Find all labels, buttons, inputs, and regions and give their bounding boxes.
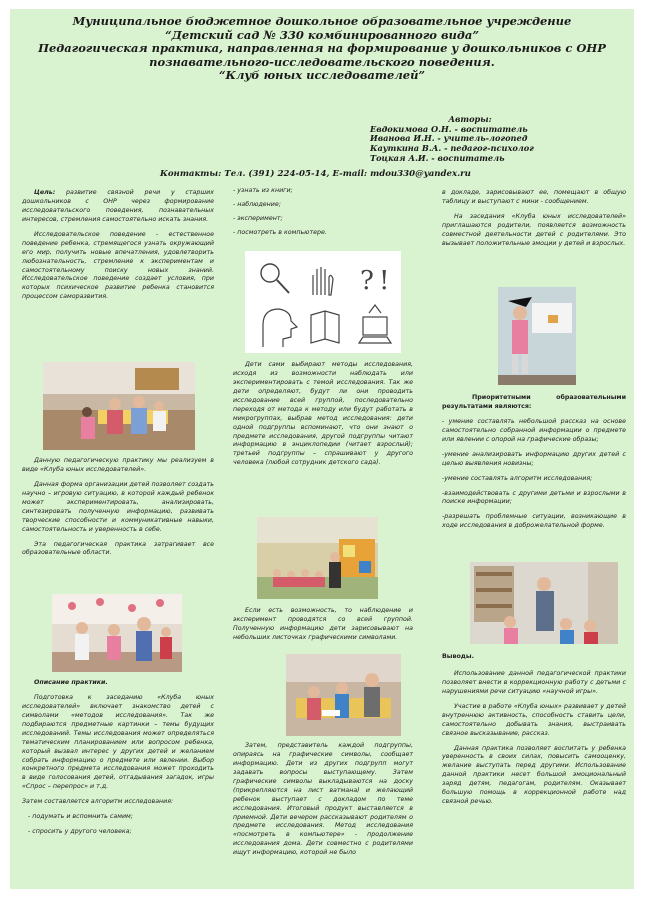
poster-header xyxy=(10,15,634,83)
col3-paragraph-2: На заседания «Клуба юных исследователей» приглашаются родители, появляется возможность совместной деятельности детей с родителями. Это вызывает положительные эмоции у детей и взрослых. xyxy=(442,212,626,247)
column-middle-text-2 xyxy=(233,607,413,649)
question-icon: ? xyxy=(360,266,374,296)
column-left-lower xyxy=(22,679,214,843)
col1-paragraph-3: Данную педагогическую практику мы реализуем в виде «Клуба юных исследователей». xyxy=(22,457,214,473)
photo-children-table xyxy=(43,362,195,450)
col2-paragraph-2: Если есть возможность, то наблюдение и эксперимент проводятся со всей группой. Полученную информацию дети зарисовывают на небольших листочках графическими символами. xyxy=(233,607,413,641)
author-2: Иванова И.Н. - учитель-логопед xyxy=(370,133,528,144)
result-2: -умение анализировать информацию других детей с целью выявления новизны; xyxy=(442,450,626,467)
author-4: Тоцкая А.И. - воспитатель xyxy=(370,152,505,163)
method-book: - узнать из книги; xyxy=(233,187,293,194)
contacts-line: Контакты: Тел. (391) 224-05-14, E-mail: mdou330@yandex.ru xyxy=(160,169,471,179)
photo-children-drawing xyxy=(286,654,401,736)
col1-paragraph-2: Исследовательское поведение - естественное поведение ребенка, стремящегося узнать окружающий его мир, получить новые впечатления, удовлетворить любознательность, стремление к экспериментам и самостоятельному поиску новых знаний. Исследовательское поведение создает условия, при которых психическое развитие ребенка становится процессом саморазвития. xyxy=(22,230,214,301)
column-middle xyxy=(233,187,413,243)
method-symbols-image xyxy=(245,251,401,353)
author-3: Кауткина В.А. - педагог-психолог xyxy=(370,143,534,154)
col2-paragraph-1: Дети сами выбирают методы исследования, исходя из возможности наблюдать или экспериментировать с темой исследования. Так же дети определяют, будут ли они проводить исследование всей группой, последовательно переходя от метода к методу или будут работать в микрогруппах, выбрав метод исследования: дети одной подгруппы вспоминают, что они знают о предмете исследования, другой подгруппы читают информацию в энциклопедии (читает взрослый); третьей подгруппы – спрашивают у другого человека (любой сотрудник детского сада). xyxy=(233,361,413,467)
photo-group-playroom xyxy=(257,517,378,599)
exclaim-icon: ! xyxy=(379,266,390,296)
result-4: -взаимодействовать с другими детьми и взрослыми в поиске информации; xyxy=(442,489,626,506)
header-line-3: Педагогическая практика, направленная на формирование у дошкольников с ОНР xyxy=(38,41,606,56)
header-line-1: Муниципальное бюджетное дошкольное образовательное учреждение xyxy=(72,14,572,28)
column-right-results xyxy=(442,394,626,537)
col1-paragraph-7: Затем составляется алгоритм исследования: xyxy=(22,798,174,806)
col1-paragraph-5: Эта педагогическая практика затрагивает все образовательные области. xyxy=(22,540,214,557)
column-right xyxy=(442,189,626,255)
col3-paragraph-1: в докладе, зарисовывают ее, помещают в общую таблицу и выступают с мини - сообщением. xyxy=(442,189,626,205)
conclusion-1: Использование данной педагогической практики позволяет внести в коррекционную работу с детьми с нарушениями речи ситуацию «научной игры». xyxy=(442,669,626,695)
conclusion-2: Участие в работе «Клуба юных» развивает у детей внутреннюю активность, способность ставить цели, самостоятельно добывать знания, выстраивать связное высказывание, рассказ. xyxy=(442,702,626,737)
method-experiment: - эксперимент; xyxy=(233,214,283,222)
goal-text: развитие связной речи у старших дошкольников с ОНР через формирование исследовательского поведения, познавательных интересов, стремления самостоятельно искать знания. xyxy=(22,189,214,223)
header-line-4: познавательного-исследовательского поведения. xyxy=(149,54,495,69)
column-right-conclusions xyxy=(442,653,626,813)
photo-child-presenting xyxy=(498,287,576,385)
column-middle-text xyxy=(233,361,413,474)
conclusions-heading: Выводы. xyxy=(442,653,474,660)
author-1: Евдокимова О.Н. - воспитатель xyxy=(370,123,528,134)
column-left-mid xyxy=(22,457,214,564)
col1-paragraph-6: Подготовка к заседанию «Клуба юных исследователей» включает знакомство детей с символами «методов исследования». Так же подбираются предметные картинки – темы будущих исследований. Темы исследования может определяться тематическим планированием или вопросом ребенка, который вызвал интерес у других детей и желанием собрать информацию о предмете или явлении. Выбор конкретного предмета исследования может проходить в виде голосования детей, отгадывания загадок, игры «Спрос – перепрос» и т.д. xyxy=(22,693,214,791)
header-line-5: “Клуб юных исследователей” xyxy=(218,68,426,83)
header-line-2: “Детский сад № 330 комбинированного вида” xyxy=(165,27,479,42)
photo-children-circle xyxy=(52,594,182,672)
method-ask: - спросить у другого человека; xyxy=(28,828,132,836)
col1-paragraph-4: Данная форма организации детей позволяет создать научно – игровую ситуацию, в которой каждый ребенок может экспериментировать, анализировать, синтезировать полученную информацию, развивать творческие способности и коммуникативные навыки, самостоятельность и уверенность в себе. xyxy=(22,480,214,533)
column-left xyxy=(22,189,214,308)
photo-teacher-with-children xyxy=(470,562,618,644)
authors-block xyxy=(370,115,600,163)
column-middle-text-3 xyxy=(233,742,413,864)
method-think: - подумать и вспомнить самим; xyxy=(28,813,133,821)
result-5: -разрешать проблемные ситуации, возникающие в ходе исследования в доброжелательной форме. xyxy=(442,513,626,530)
results-heading: Приоритетными образовательными результатами являются: xyxy=(442,394,626,410)
result-3: -умение составлять алгоритм исследования; xyxy=(442,474,593,482)
description-heading: Описание практики. xyxy=(34,679,108,686)
authors-label: Авторы: xyxy=(448,114,492,124)
result-1: - умение составлять небольшой рассказ на основе самостоятельно собранной информации о предмете или явлении с опорой на графические образы; xyxy=(442,417,626,443)
goal-label: Цель: xyxy=(34,189,56,196)
col2-paragraph-3: Затем, представитель каждой подгруппы, опираясь на графические символы, сообщает информацию. Дети из других подгрупп могут задавать вопросы выступающему. Затем графические символы выкладываются на доску (прикрепляются на лист ватмана) и желающий ребенок выступает с докладом по теме исследования. Итоговый продукт выставляется в приемной. Дети вечером рассказывают родителям о предмете исследования. Метод исследования «посмотреть в компьютере» - продолжение исследования дома. Дети совместно с родителями ищут информацию, которой не было xyxy=(233,742,413,857)
conclusion-3: Данная практика позволяет воспитать у ребенка уверенность в своих силах, повысить самооценку, желание выступать перед другими. Использование данной практики несет большой эмоциональный заряд детям, педагогам, родителям. Оказывает большую помощь в коррекционной работе над связной речью. xyxy=(442,744,626,806)
poster xyxy=(10,9,634,889)
method-observe: - наблюдение; xyxy=(233,200,281,208)
method-computer: - посмотреть в компьютере. xyxy=(233,228,327,236)
goal-paragraph xyxy=(22,189,214,225)
